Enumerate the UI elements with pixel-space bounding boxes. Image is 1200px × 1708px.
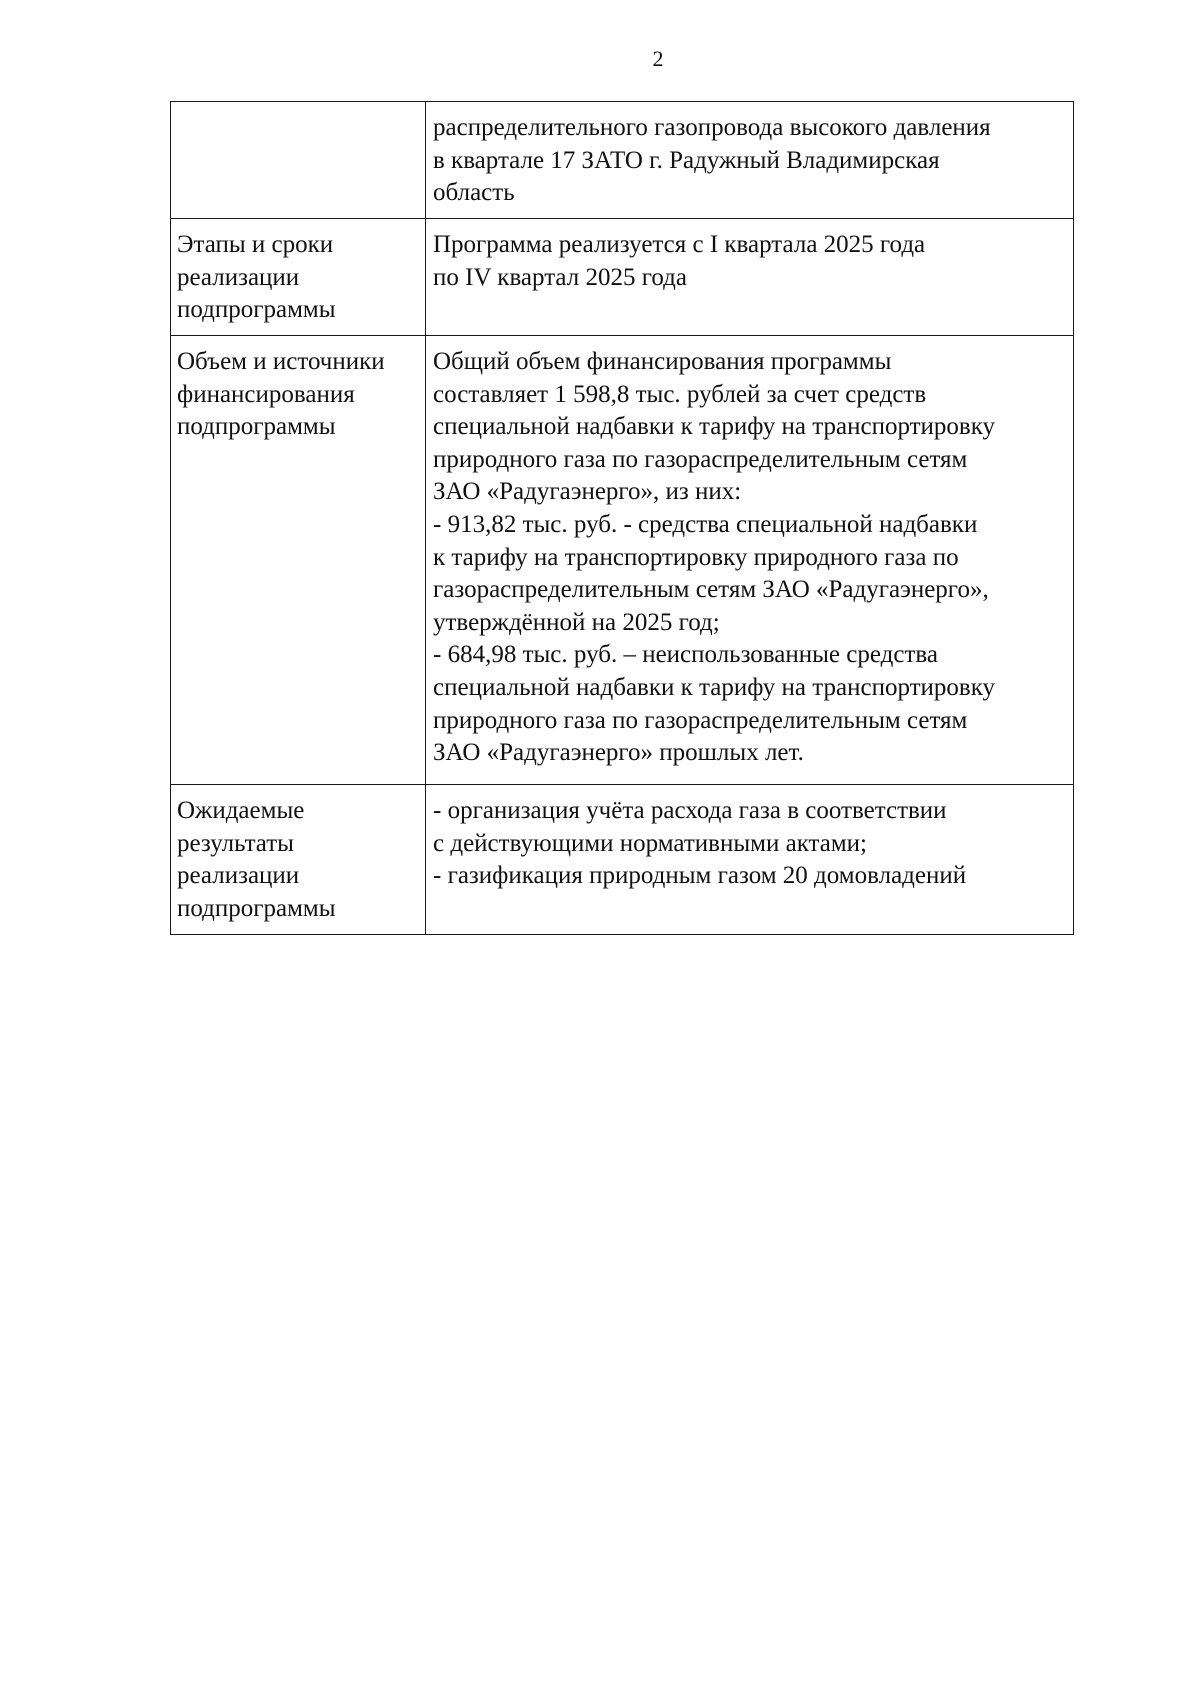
cell-text-line: Этапы и сроки [177, 231, 334, 258]
cell-text-line: - газификация природным газом 20 домовладений [433, 862, 967, 890]
program-passport-table [170, 101, 1074, 935]
row-value-cell [426, 102, 1074, 219]
row-value-cell [426, 219, 1074, 336]
cell-text-line: реализации [177, 862, 300, 890]
table-row [171, 102, 1074, 219]
cell-text-line: область [433, 179, 515, 207]
cell-text-line: подпрограммы [177, 296, 336, 324]
cell-text-line: в квартале 17 ЗАТО г. Радужный Владимирская [433, 146, 940, 174]
row-label-cell [171, 336, 426, 785]
cell-text-line: подпрограммы [177, 413, 336, 441]
cell-text-line: составляет 1 598,8 тыс. рублей за счет средств [433, 380, 927, 408]
cell-text-line: по IV квартал 2025 года [433, 263, 687, 291]
table-row [171, 336, 1074, 785]
cell-text-line: - 684,98 тыс. руб. – неиспользованные средства [433, 641, 938, 669]
cell-text-line: специальной надбавки к тарифу на транспортировку [433, 673, 996, 701]
row-value-cell [426, 336, 1074, 785]
cell-text-line: финансирования [177, 380, 355, 408]
cell-text-line: специальной надбавки к тарифу на транспортировку [433, 413, 996, 441]
cell-text-line: подпрограммы [177, 894, 336, 922]
cell-text-line: утверждённой на 2025 год; [433, 608, 720, 636]
cell-text-line: реализации [177, 263, 300, 291]
cell-text-line: газораспределительным сетям ЗАО «Радугаэнерго», [433, 576, 989, 604]
cell-text-line: Ожидаемые [177, 797, 305, 824]
cell-text-line: Программа реализуется с I квартала 2025 года [433, 231, 926, 258]
cell-text-line: к тарифу на транспортировку природного газа по [433, 543, 959, 571]
cell-text-line: результаты [177, 829, 294, 857]
cell-text-line: ЗАО «Радугаэнерго», из них: [433, 478, 742, 506]
cell-text-line: - 913,82 тыс. руб. - средства специальной надбавки [433, 510, 978, 538]
row-label-cell [171, 219, 426, 336]
cell-text-line: природного газа по газораспределительным сетям [433, 445, 968, 473]
cell-text-line: с действующими нормативными актами; [433, 829, 867, 857]
row-label-cell [171, 785, 426, 935]
row-value-cell [426, 785, 1074, 935]
cell-text-line: распределительного газопровода высокого давления [433, 114, 991, 141]
cell-text-line: природного газа по газораспределительным сетям [433, 706, 968, 734]
cell-text-line: - организация учёта расхода газа в соответствии [433, 797, 947, 824]
table-row [171, 785, 1074, 935]
page-number: 2 [652, 46, 664, 71]
cell-text-line: ЗАО «Радугаэнерго» прошлых лет. [433, 739, 804, 767]
cell-text-line: Общий объем финансирования программы [433, 348, 892, 375]
cell-text-line: Объем и источники [177, 348, 385, 375]
row-label-cell [171, 102, 426, 219]
table-row [171, 219, 1074, 336]
